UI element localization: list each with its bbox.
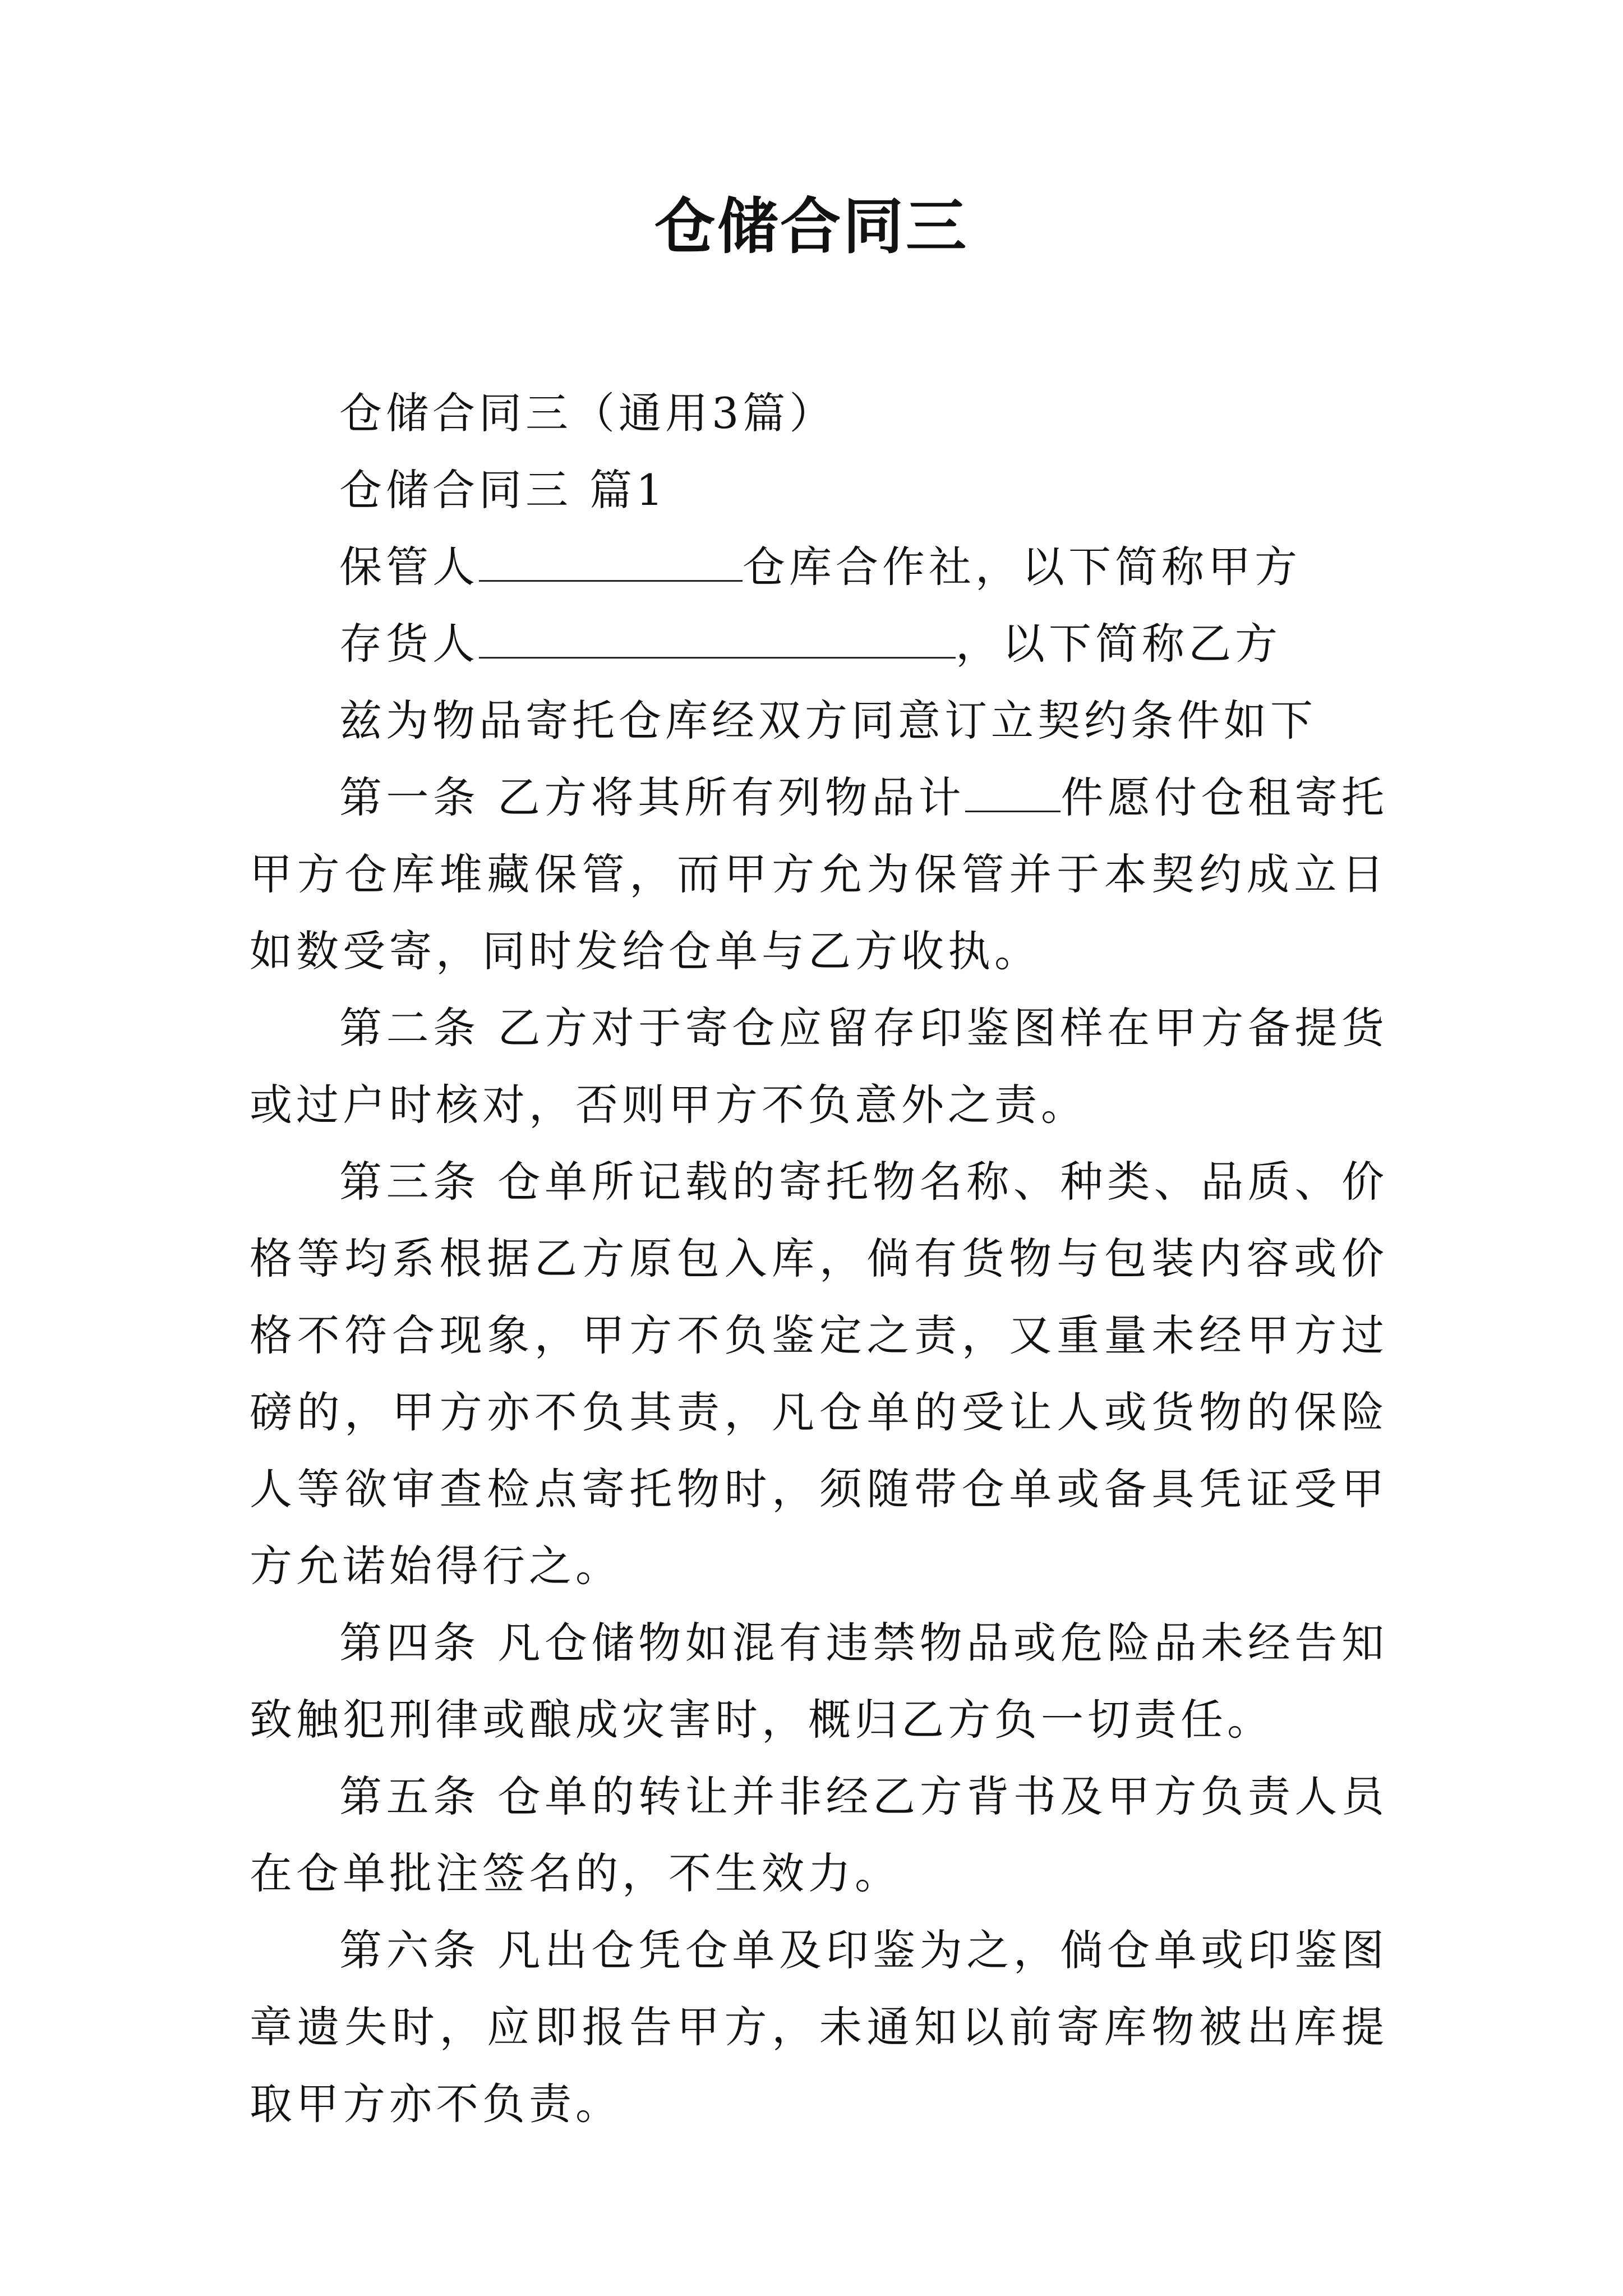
- quantity-blank[interactable]: [965, 771, 1061, 812]
- keeper-label: 保管人: [339, 542, 479, 592]
- document-body: [250, 375, 1388, 2142]
- depositor-blank[interactable]: [479, 618, 956, 659]
- article-6: 第六条 凡出仓凭仓单及印鉴为之，倘仓单或印鉴图章遗失时，应即报告甲方，未通知以前寄库物被出库提取甲方亦不负责。: [250, 1925, 1388, 2129]
- subtitle-line: 仓储合同三（通用3篇）: [339, 388, 836, 438]
- keeper-line: [250, 528, 1388, 605]
- article-1-prefix: 第一条 乙方将其所有列物品计: [339, 772, 966, 822]
- keeper-blank[interactable]: [479, 541, 743, 582]
- article-2: 第二条 乙方对于寄仓应留存印鉴图样在甲方备提货或过户时核对，否则甲方不负意外之责。: [250, 1003, 1388, 1130]
- depositor-suffix: ，以下简称乙方: [956, 619, 1281, 669]
- document-title: 仓储合同三: [654, 192, 969, 262]
- depositor-label: 存货人: [339, 619, 479, 669]
- article-1-suffix: 件愿付仓租寄托甲方仓库堆藏保管，而甲方允为保管并于本契约成立日如数受寄，同时发给仓单与乙方收执。: [250, 772, 1388, 976]
- intro-paragraph: 兹为物品寄托仓库经双方同意订立契约条件如下: [339, 696, 1317, 746]
- article-4: 第四条 凡仓储物如混有违禁物品或危险品未经告知致触犯刑律或酿成灾害时，概归乙方负一切责任。: [250, 1618, 1388, 1745]
- section-heading: 仓储合同三 篇1: [339, 465, 667, 515]
- article-1: [250, 759, 1388, 990]
- keeper-suffix: 仓库合作社，以下简称甲方: [743, 542, 1301, 592]
- article-3: 第三条 仓单所记载的寄托物名称、种类、品质、价格等均系根据乙方原包入库，倘有货物与包装内容或价格不符合现象，甲方不负鉴定之责，又重量未经甲方过磅的，甲方亦不负其责，凡仓单的受让人或货物的保险人等欲审查检点寄托物时，须随带仓单或备具凭证受甲方允诺始得行之。: [250, 1157, 1388, 1591]
- depositor-line: [250, 605, 1388, 682]
- article-5: 第五条 仓单的转让并非经乙方背书及甲方负责人员在仓单批注签名的，不生效力。: [250, 1772, 1388, 1898]
